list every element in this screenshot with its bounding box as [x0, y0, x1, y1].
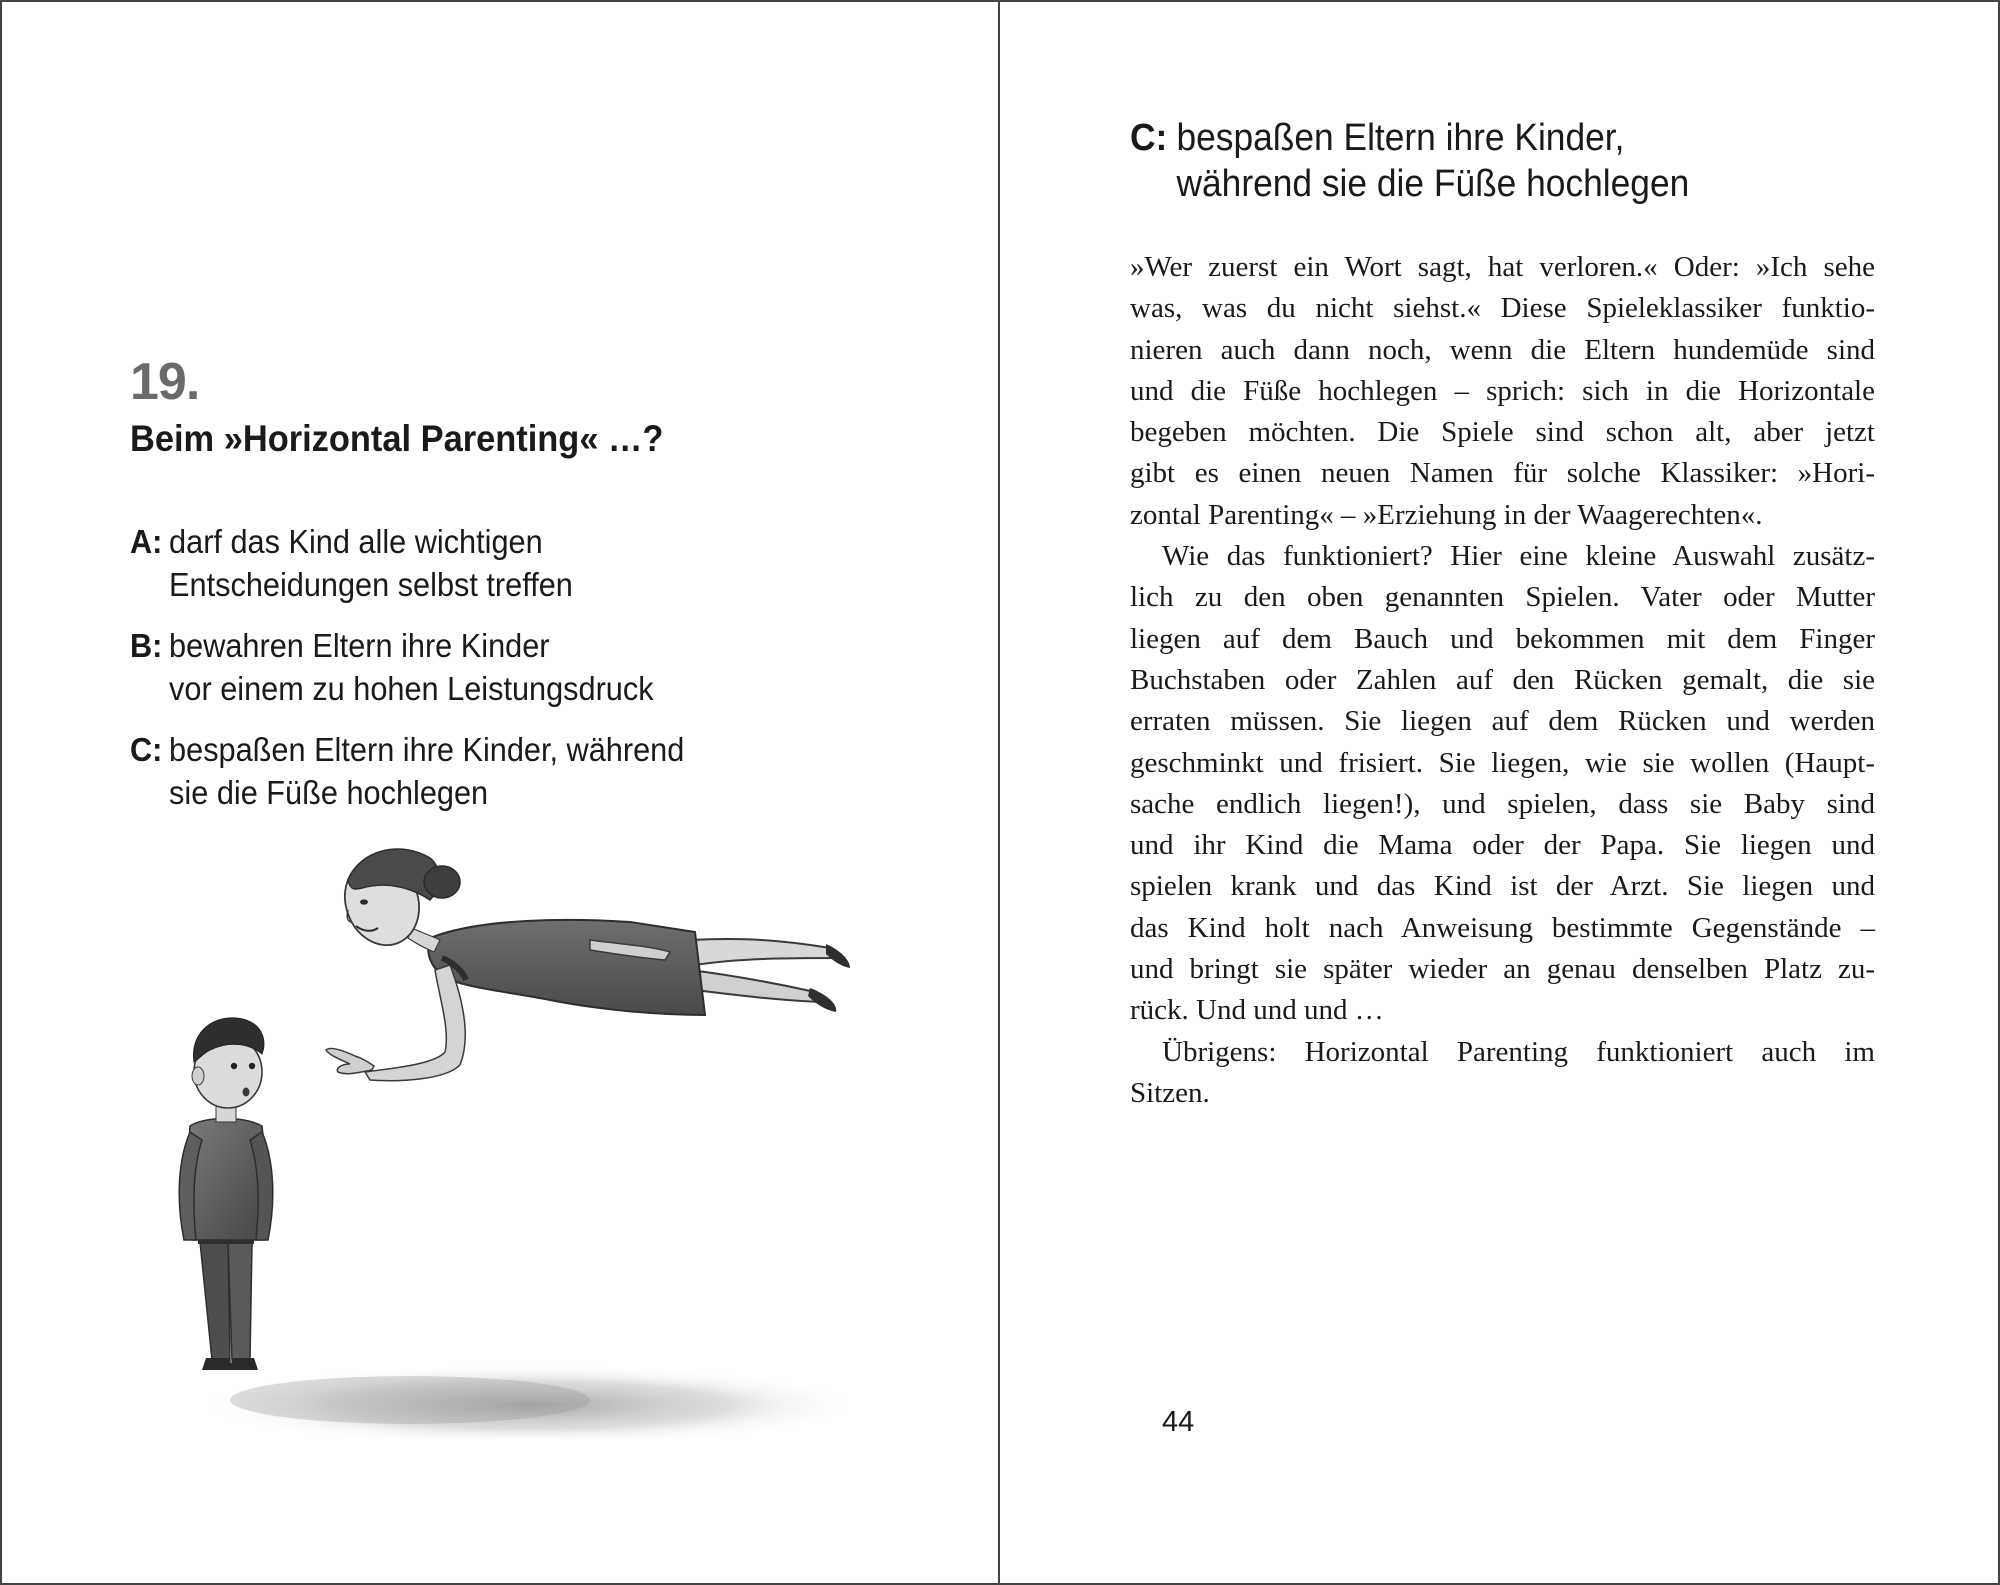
question-title: Beim »Horizontal Parenting« …?	[130, 418, 664, 459]
answer-text-line: Entscheidungen selbst treffen	[169, 566, 573, 603]
answer-heading-letter: C:	[1130, 117, 1168, 159]
question-number: 19.	[130, 353, 200, 411]
answer-heading	[1130, 115, 1689, 207]
text-line: Sitzen.	[1130, 1076, 1210, 1109]
standing-boy	[179, 1018, 273, 1370]
text-line: Übrigens: Horizontal Parenting funktioniert auch im	[1162, 1035, 1875, 1068]
answer-option-c	[130, 728, 781, 814]
text-line: und die Füße hochlegen – sprich: sich in die Horizontale	[1130, 374, 1875, 407]
text-line: nieren auch dann noch, wenn die Eltern hundemüde sind	[1130, 333, 1875, 366]
text-line: Buchstaben oder Zahlen auf den Rücken gemalt, die sie	[1130, 663, 1875, 696]
text-line: geschminkt und frisiert. Sie liegen, wie sie wollen (Haupt-	[1130, 746, 1875, 779]
text-line: gibt es einen neuen Namen für solche Klassiker: »Hori-	[1130, 457, 1875, 490]
answer-option-a	[130, 520, 781, 606]
text-line: spielen krank und das Kind ist der Arzt. Sie liegen und	[1130, 870, 1875, 903]
text-line: und ihr Kind die Mama oder der Papa. Sie liegen und	[1130, 829, 1875, 862]
explanation-text	[1130, 247, 1875, 1114]
text-line: was, was du nicht siehst.« Diese Spieleklassiker funktio-	[1130, 292, 1875, 325]
answer-text-line: bewahren Eltern ihre Kinder	[169, 627, 550, 664]
text-line: Wie das funktioniert? Hier eine kleine Auswahl zusätz-	[1162, 540, 1875, 573]
text-line: lich zu den oben genannten Spielen. Vater oder Mutter	[1130, 581, 1875, 614]
answer-option-b	[130, 624, 781, 710]
answer-text-line: sie die Füße hochlegen	[169, 774, 489, 811]
answer-heading-text: bespaßen Eltern ihre Kinder,	[1176, 117, 1625, 159]
answer-options	[130, 520, 830, 832]
text-line: rück. Und und und …	[1130, 994, 1384, 1027]
page-number: 44	[1162, 1406, 1195, 1438]
text-line: sache endlich liegen!), und spielen, dass sie Baby sind	[1130, 787, 1875, 820]
text-line: und bringt sie später wieder an genau denselben Platz zu-	[1130, 953, 1875, 986]
text-line: »Wer zuerst ein Wort sagt, hat verloren.« Oder: »Ich sehe	[1130, 251, 1875, 283]
answer-heading-line2: während sie die Füße hochlegen	[1176, 163, 1690, 205]
book-gutter	[998, 0, 1000, 1585]
answer-text-line: vor einem zu hohen Leistungsdruck	[169, 670, 654, 707]
text-line: erraten müssen. Sie liegen auf dem Rücken und werden	[1130, 705, 1875, 738]
answer-text-line: bespaßen Eltern ihre Kinder, während	[169, 731, 685, 768]
answer-heading-line1	[1130, 115, 1689, 161]
text-line: liegen auf dem Bauch und bekommen mit dem Finger	[1130, 622, 1875, 655]
ground-shadow	[200, 1365, 860, 1440]
floating-woman	[326, 848, 850, 1080]
text-line: das Kind holt nach Anweisung bestimmte Gegenstände –	[1130, 911, 1875, 944]
answer-text-line: darf das Kind alle wichtigen	[169, 523, 543, 560]
answer-letter: B:	[130, 627, 163, 664]
answer-letter: C:	[130, 731, 163, 768]
answer-letter: A:	[130, 523, 163, 560]
text-line: begeben möchten. Die Spiele sind schon alt, aber jetzt	[1130, 416, 1875, 449]
illustration-floating-mother-and-boy	[150, 840, 910, 1440]
text-line: zontal Parenting« – »Erziehung in der Waagerechten«.	[1130, 498, 1763, 531]
